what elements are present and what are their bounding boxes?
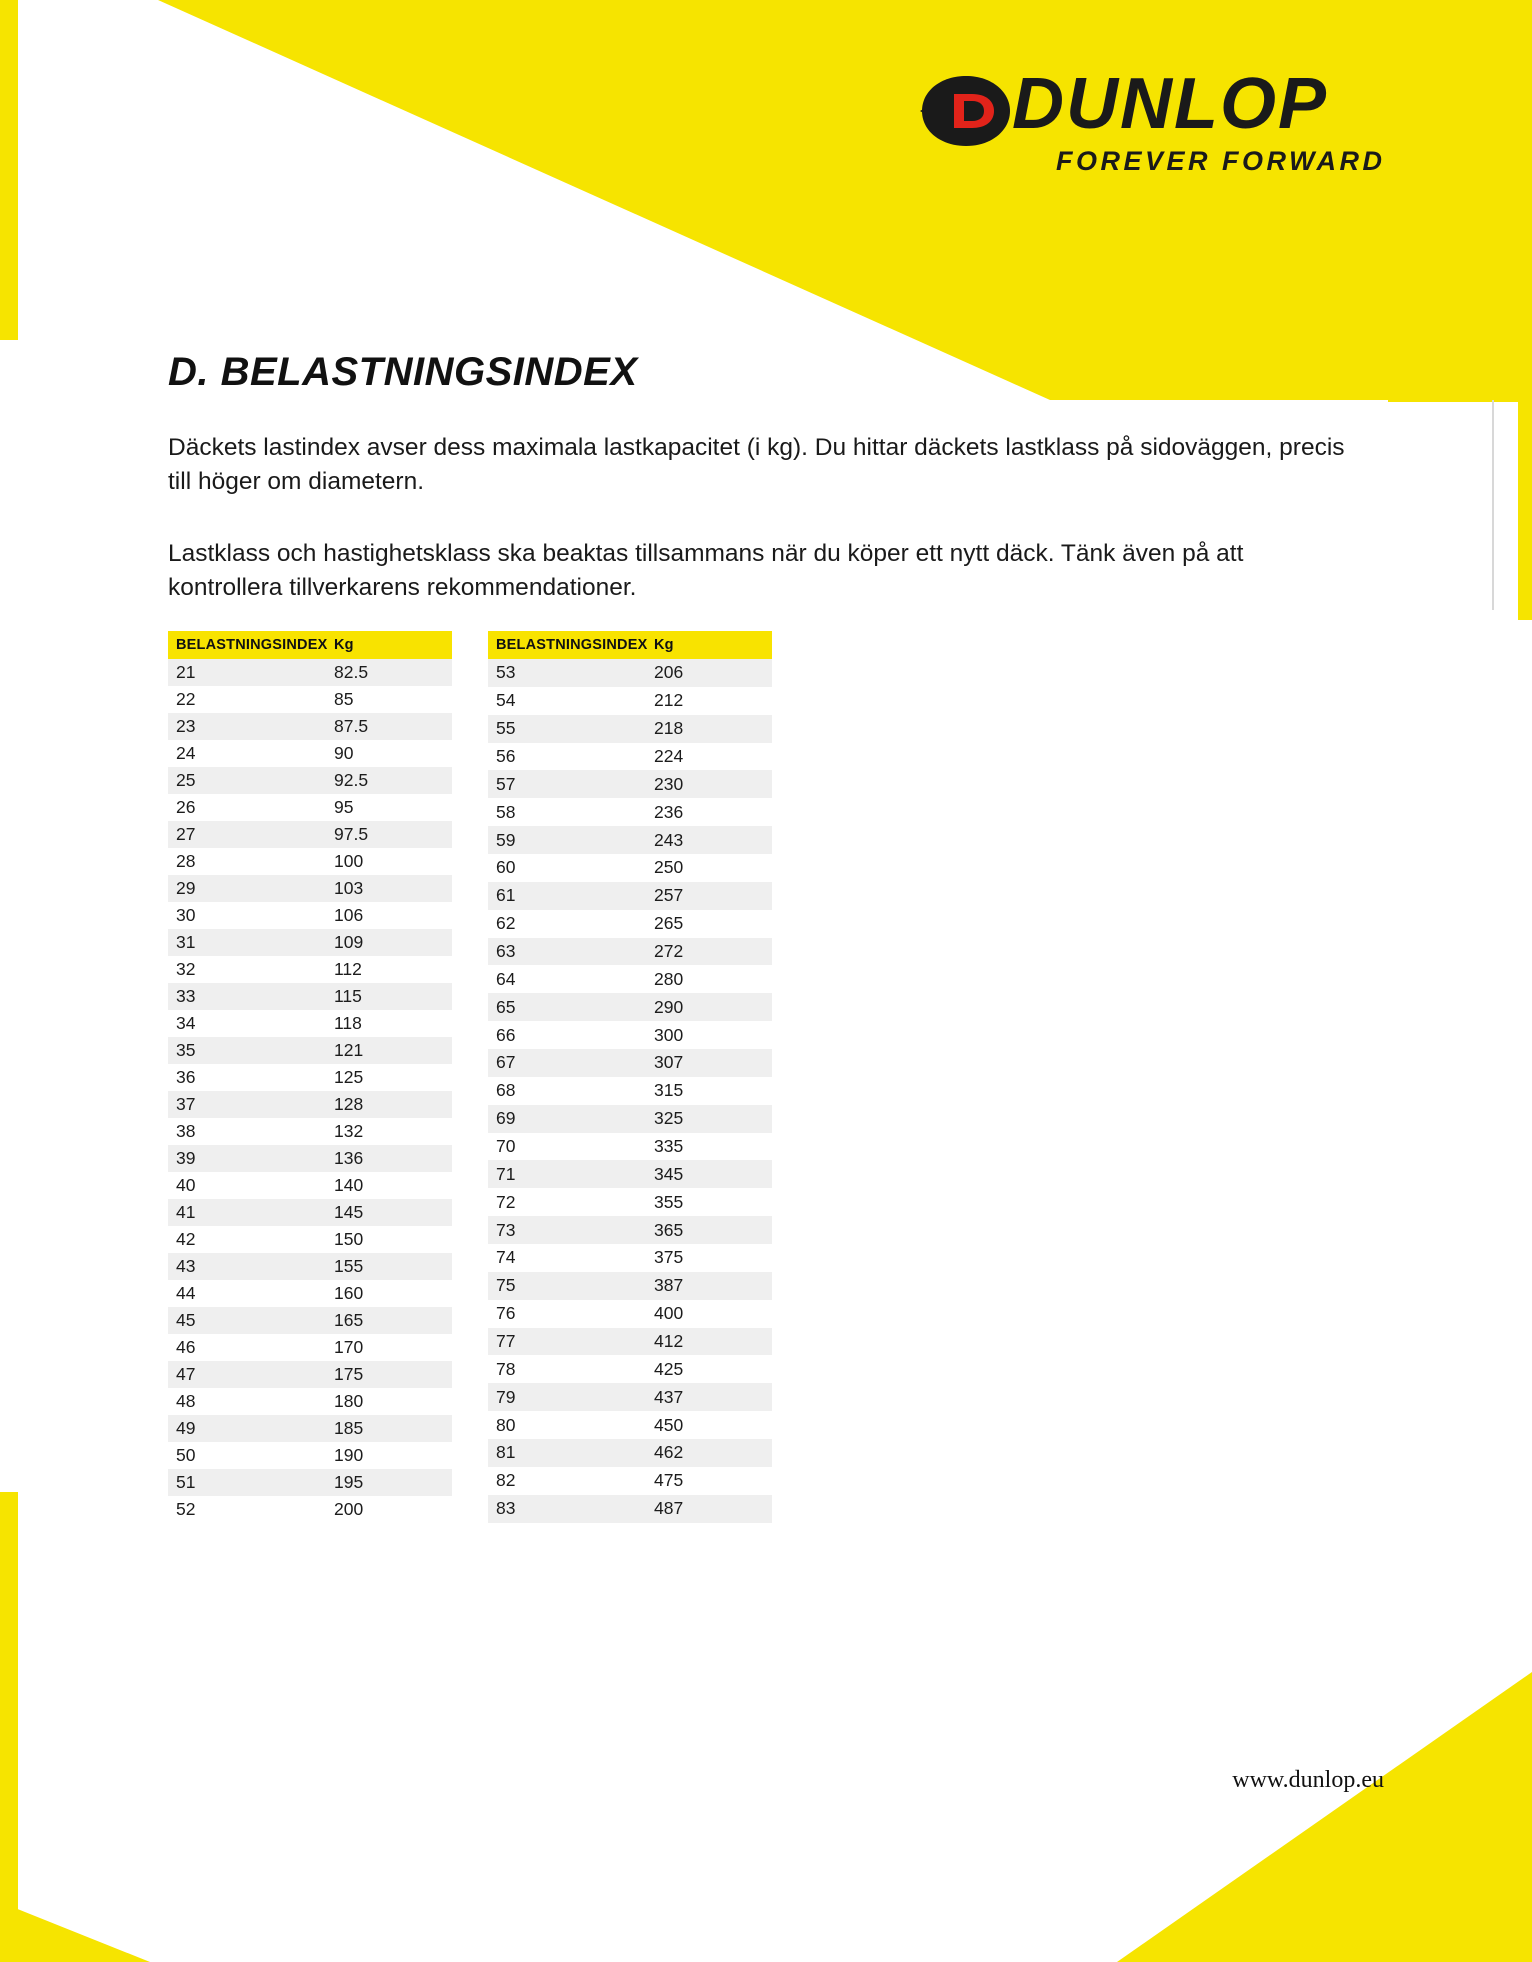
table-row (168, 821, 452, 848)
cell-load-index: 74 (496, 1247, 516, 1268)
cell-load-index: 60 (496, 857, 516, 878)
cell-load-index: 22 (176, 689, 196, 709)
table-row (168, 1037, 452, 1064)
cell-kg: 155 (334, 1256, 364, 1276)
dunlop-logo (920, 64, 1450, 178)
table-row (168, 1469, 452, 1496)
cell-load-index: 36 (176, 1067, 196, 1087)
table-row (488, 770, 772, 798)
cell-load-index: 32 (176, 959, 196, 979)
cell-load-index: 68 (496, 1080, 516, 1101)
dunlop-flying-d-icon (920, 74, 1012, 148)
cell-load-index: 38 (176, 1121, 196, 1141)
cell-load-index: 79 (496, 1386, 516, 1407)
column-header-index: BELASTNINGSINDEX (488, 631, 646, 659)
cell-load-index: 72 (496, 1191, 516, 1212)
cell-kg: 160 (334, 1283, 364, 1303)
table-row (168, 740, 452, 767)
table-row (168, 1334, 452, 1361)
right-hairline (1492, 400, 1494, 610)
table-row (168, 929, 452, 956)
table-row (488, 1077, 772, 1105)
cell-load-index: 52 (176, 1499, 196, 1519)
cell-load-index: 39 (176, 1148, 196, 1168)
cell-kg: 387 (654, 1275, 684, 1296)
cell-load-index: 45 (176, 1310, 196, 1330)
cell-kg: 92.5 (334, 770, 369, 790)
cell-load-index: 71 (496, 1163, 516, 1184)
cell-kg: 175 (334, 1364, 364, 1384)
table-row (168, 1415, 452, 1442)
cell-load-index: 80 (496, 1414, 516, 1435)
cell-kg: 190 (334, 1445, 364, 1465)
cell-kg: 103 (334, 878, 364, 898)
cell-load-index: 43 (176, 1256, 196, 1276)
cell-kg: 265 (654, 913, 684, 934)
cell-kg: 462 (654, 1442, 684, 1463)
cell-kg: 437 (654, 1386, 684, 1407)
right-edge-stripe (1518, 0, 1532, 620)
cell-load-index: 65 (496, 996, 516, 1017)
table-row (488, 687, 772, 715)
table-body-right (488, 659, 772, 1523)
table-row (488, 1467, 772, 1495)
table-row (168, 1388, 452, 1415)
cell-load-index: 37 (176, 1094, 196, 1114)
table-row (488, 910, 772, 938)
left-edge-stripe-bottom (0, 1492, 18, 1962)
table-row (168, 659, 452, 686)
column-header-index: BELASTNINGSINDEX (168, 631, 326, 659)
load-index-table-left (168, 631, 452, 1523)
cell-kg: 136 (334, 1148, 364, 1168)
cell-kg: 118 (334, 1013, 362, 1033)
cell-load-index: 47 (176, 1364, 196, 1384)
table-row (168, 983, 452, 1010)
cell-load-index: 53 (496, 662, 516, 683)
page-title: D. BELASTNINGSINDEX (168, 350, 638, 394)
table-row (168, 1172, 452, 1199)
cell-kg: 125 (334, 1067, 364, 1087)
table-row (168, 1091, 452, 1118)
table-row (488, 659, 772, 687)
cell-kg: 106 (334, 905, 364, 925)
cell-load-index: 76 (496, 1303, 516, 1324)
cell-kg: 487 (654, 1498, 684, 1519)
cell-load-index: 61 (496, 885, 516, 906)
cell-load-index: 81 (496, 1442, 516, 1463)
cell-load-index: 66 (496, 1024, 516, 1045)
cell-kg: 180 (334, 1391, 364, 1411)
cell-load-index: 34 (176, 1013, 196, 1033)
cell-load-index: 48 (176, 1391, 196, 1411)
cell-kg: 218 (654, 718, 684, 739)
column-header-kg: Kg (646, 631, 772, 659)
cell-kg: 145 (334, 1202, 364, 1222)
cell-load-index: 33 (176, 986, 196, 1006)
cell-kg: 165 (334, 1310, 364, 1330)
table-row (488, 1188, 772, 1216)
table-row (488, 1411, 772, 1439)
table-row (168, 1064, 452, 1091)
cell-kg: 170 (334, 1337, 364, 1357)
table-row (168, 1010, 452, 1037)
table-row (168, 794, 452, 821)
cell-kg: 128 (334, 1094, 364, 1114)
cell-kg: 307 (654, 1052, 684, 1073)
cell-load-index: 35 (176, 1040, 196, 1060)
left-edge-stripe-top (0, 0, 18, 340)
cell-kg: 195 (334, 1472, 364, 1492)
cell-load-index: 77 (496, 1331, 516, 1352)
table-row (168, 767, 452, 794)
cell-load-index: 78 (496, 1358, 516, 1379)
cell-kg: 87.5 (334, 716, 369, 736)
table-row (488, 1355, 772, 1383)
table-row (488, 1216, 772, 1244)
table-row (488, 826, 772, 854)
cell-load-index: 42 (176, 1229, 196, 1249)
cell-load-index: 24 (176, 743, 196, 763)
cell-kg: 224 (654, 746, 684, 766)
table-row (488, 993, 772, 1021)
table-row (488, 715, 772, 743)
table-row (168, 1199, 452, 1226)
load-index-table-right (488, 631, 772, 1523)
cell-load-index: 67 (496, 1052, 516, 1073)
cell-load-index: 29 (176, 878, 196, 898)
cell-load-index: 62 (496, 913, 516, 934)
cell-kg: 85 (334, 689, 354, 709)
table-row (168, 1118, 452, 1145)
cell-kg: 97.5 (334, 824, 369, 844)
cell-kg: 132 (334, 1121, 364, 1141)
cell-kg: 212 (654, 690, 684, 711)
cell-kg: 325 (654, 1108, 684, 1129)
document-content (168, 350, 1368, 1523)
table-row (488, 938, 772, 966)
cell-load-index: 55 (496, 718, 516, 739)
cell-load-index: 51 (176, 1472, 196, 1492)
cell-kg: 243 (654, 829, 684, 850)
brand-wordmark: DUNLOP (1012, 64, 1328, 144)
table-row (488, 1160, 772, 1188)
cell-load-index: 70 (496, 1136, 516, 1157)
cell-kg: 115 (334, 986, 362, 1006)
cell-kg: 200 (334, 1499, 364, 1519)
cell-kg: 280 (654, 968, 684, 989)
footer-website-url[interactable]: www.dunlop.eu (1232, 1767, 1384, 1793)
cell-load-index: 50 (176, 1445, 196, 1465)
table-row (488, 1495, 772, 1523)
cell-kg: 82.5 (334, 662, 369, 682)
cell-load-index: 21 (176, 662, 196, 682)
cell-kg: 257 (654, 885, 684, 906)
cell-kg: 425 (654, 1358, 684, 1379)
cell-load-index: 82 (496, 1470, 516, 1491)
table-header-row (168, 631, 452, 659)
table-row (488, 882, 772, 910)
cell-load-index: 64 (496, 968, 516, 989)
cell-kg: 475 (654, 1470, 684, 1491)
cell-kg: 290 (654, 996, 684, 1017)
cell-kg: 95 (334, 797, 354, 817)
cell-load-index: 57 (496, 773, 516, 794)
table-header-row (488, 631, 772, 659)
cell-kg: 375 (654, 1247, 684, 1268)
table-row (488, 1328, 772, 1356)
intro-paragraph-2: Lastklass och hastighetsklass ska beaktas tillsammans när du köper ett nytt däck. Tänk även på att kontrollera tillverkarens rekommendationer. (168, 540, 1244, 601)
cell-load-index: 41 (176, 1202, 196, 1222)
cell-kg: 121 (334, 1040, 364, 1060)
footer-yellow-wedge-left (0, 1842, 230, 1962)
table-row (488, 1049, 772, 1077)
cell-kg: 355 (654, 1191, 684, 1212)
cell-kg: 109 (334, 932, 364, 952)
table-row (488, 1439, 772, 1467)
cell-kg: 112 (334, 959, 362, 979)
cell-load-index: 26 (176, 797, 196, 817)
cell-load-index: 73 (496, 1219, 516, 1240)
column-header-kg: Kg (326, 631, 452, 659)
cell-load-index: 49 (176, 1418, 196, 1438)
table-row (168, 1442, 452, 1469)
table-row (488, 743, 772, 771)
cell-load-index: 23 (176, 716, 196, 736)
table-body-left (168, 659, 452, 1523)
cell-load-index: 31 (176, 932, 196, 952)
table-row (488, 1244, 772, 1272)
table-row (488, 965, 772, 993)
cell-load-index: 83 (496, 1498, 516, 1519)
table-row (488, 1383, 772, 1411)
table-row (168, 1226, 452, 1253)
brand-tagline: FOREVER FORWARD (1056, 146, 1386, 176)
cell-load-index: 58 (496, 801, 516, 822)
table-row (168, 956, 452, 983)
cell-kg: 185 (334, 1418, 364, 1438)
cell-kg: 100 (334, 851, 364, 871)
load-index-tables (168, 631, 1368, 1523)
table-row (168, 1145, 452, 1172)
cell-load-index: 69 (496, 1108, 516, 1129)
header-yellow-right-block (1390, 0, 1532, 402)
table-row (168, 902, 452, 929)
cell-kg: 400 (654, 1303, 684, 1324)
table-row (168, 1496, 452, 1523)
table-row (168, 1307, 452, 1334)
cell-kg: 150 (334, 1229, 364, 1249)
cell-kg: 230 (654, 773, 684, 794)
cell-load-index: 54 (496, 690, 516, 711)
cell-kg: 365 (654, 1219, 684, 1240)
cell-load-index: 27 (176, 824, 196, 844)
table-row (168, 1253, 452, 1280)
cell-load-index: 44 (176, 1283, 196, 1303)
table-row (488, 798, 772, 826)
intro-paragraph-1: Däckets lastindex avser dess maximala lastkapacitet (i kg). Du hittar däckets lastklass på sidoväggen, precis till höger om diametern. (168, 434, 1345, 495)
cell-kg: 345 (654, 1163, 684, 1184)
table-row (488, 1272, 772, 1300)
table-row (488, 854, 772, 882)
table-row (488, 1021, 772, 1049)
cell-kg: 250 (654, 857, 684, 878)
cell-load-index: 40 (176, 1175, 196, 1195)
cell-kg: 206 (654, 662, 684, 683)
cell-load-index: 59 (496, 829, 516, 850)
cell-load-index: 63 (496, 941, 516, 962)
cell-load-index: 28 (176, 851, 196, 871)
cell-kg: 450 (654, 1414, 684, 1435)
cell-load-index: 30 (176, 905, 196, 925)
table-row (168, 1361, 452, 1388)
table-row (488, 1133, 772, 1161)
cell-kg: 300 (654, 1024, 684, 1045)
cell-kg: 335 (654, 1136, 684, 1157)
table-row (488, 1105, 772, 1133)
cell-kg: 412 (654, 1331, 684, 1352)
table-row (168, 875, 452, 902)
cell-kg: 315 (654, 1080, 684, 1101)
cell-kg: 236 (654, 801, 684, 822)
cell-kg: 272 (654, 941, 684, 962)
table-row (168, 848, 452, 875)
table-row (168, 1280, 452, 1307)
cell-load-index: 75 (496, 1275, 516, 1296)
cell-load-index: 56 (496, 746, 516, 766)
table-row (168, 686, 452, 713)
cell-kg: 140 (334, 1175, 364, 1195)
table-row (488, 1300, 772, 1328)
cell-load-index: 46 (176, 1337, 196, 1357)
table-row (168, 713, 452, 740)
cell-kg: 90 (334, 743, 354, 763)
cell-load-index: 25 (176, 770, 196, 790)
